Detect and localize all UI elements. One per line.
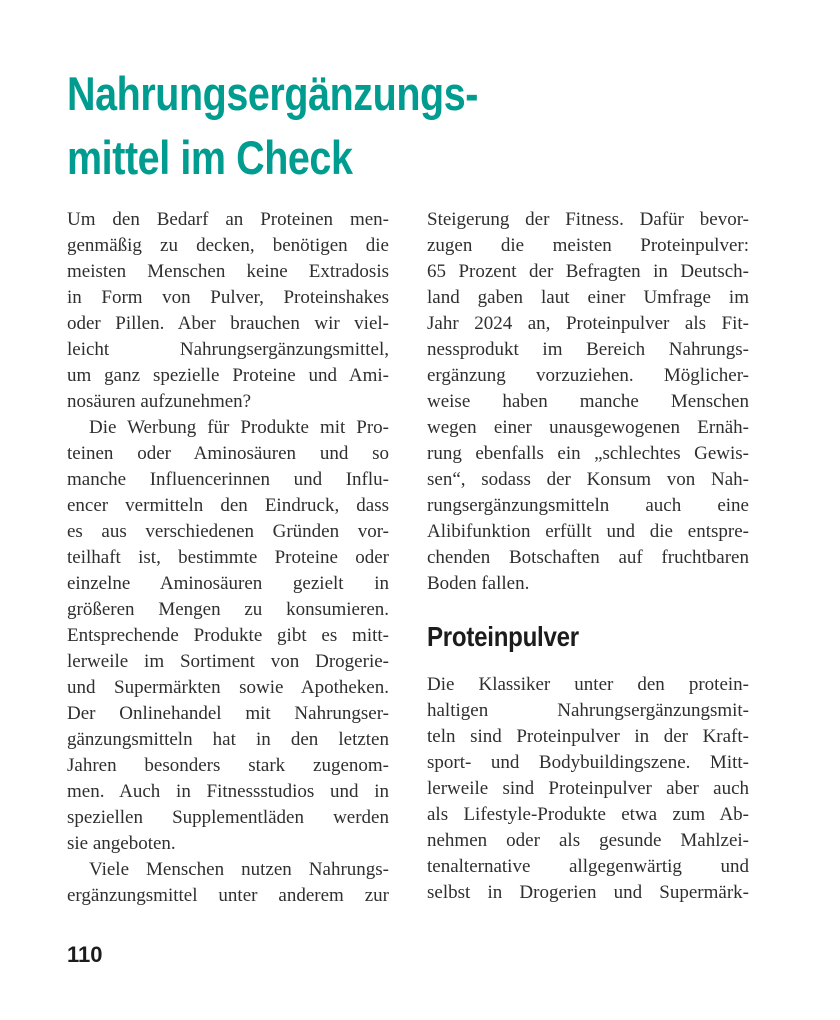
text-line: encer vermitteln den Eindruck, dass xyxy=(67,495,389,516)
paragraph xyxy=(67,415,389,857)
text-line: Viele Menschen nutzen Nahrungs- xyxy=(89,859,389,880)
page-number: 110 xyxy=(67,942,103,967)
text-line: meisten Menschen keine Extradosis xyxy=(67,261,389,282)
text-line: als Lifestyle-Produkte etwa zum Ab- xyxy=(427,804,749,825)
paragraph xyxy=(67,207,389,415)
paragraph xyxy=(67,857,389,909)
text-line: oder Pillen. Aber brauchen wir viel- xyxy=(67,313,389,334)
text-line: nosäuren aufzunehmen? xyxy=(67,391,252,412)
text-line: ergänzungsmittel unter anderem zur xyxy=(67,885,389,906)
text-line: einzelne Aminosäuren gezielt in xyxy=(67,573,389,594)
text-line: leicht Nahrungsergänzungsmittel, xyxy=(67,339,389,360)
text-line: speziellen Supplementläden werden xyxy=(67,807,389,828)
text-line: rungsergänzungsmitteln auch eine xyxy=(427,495,749,516)
text-line: nessprodukt im Bereich Nahrungs- xyxy=(427,339,749,360)
text-line: weise haben manche Menschen xyxy=(427,391,749,412)
text-line: teinen oder Aminosäuren und so xyxy=(67,443,389,464)
page-title-line: mittel im Check xyxy=(67,131,353,184)
text-line: um ganz spezielle Proteine und Ami- xyxy=(67,365,389,386)
text-line: lerweile im Sortiment von Drogerie- xyxy=(67,651,389,672)
text-line: genmäßig zu decken, benötigen die xyxy=(67,235,389,256)
left-column xyxy=(67,207,389,909)
page-title-line: Nahrungsergänzungs- xyxy=(67,67,478,120)
text-line: teln sind Proteinpulver in der Kraft- xyxy=(427,726,749,747)
text-line: chenden Botschaften auf fruchtbaren xyxy=(427,547,749,568)
text-line: nehmen oder als gesunde Mahlzei- xyxy=(427,830,749,851)
text-line: teilhaft ist, bestimmte Proteine oder xyxy=(67,547,389,568)
page-title xyxy=(67,62,556,190)
text-line: tenalternative allgegenwärtig und xyxy=(427,856,749,877)
text-line: Alibifunktion erfüllt und die entspre- xyxy=(427,521,749,542)
text-line: Entsprechende Produkte gibt es mitt- xyxy=(67,625,389,646)
text-line: men. Auch in Fitnessstudios und in xyxy=(67,781,389,802)
text-line: sie angeboten. xyxy=(67,833,176,854)
text-line: gänzungsmitteln hat in den letzten xyxy=(67,729,389,750)
text-line: Die Werbung für Produkte mit Pro- xyxy=(89,417,389,438)
text-line: Die Klassiker unter den protein- xyxy=(427,674,749,695)
text-line: selbst in Drogerien und Supermärk- xyxy=(427,882,749,903)
section-heading: Proteinpulver xyxy=(427,621,579,652)
text-line: Boden fallen. xyxy=(427,573,530,594)
text-line: land gaben laut einer Umfrage im xyxy=(427,287,749,308)
text-line: manche Influencerinnen und Influ- xyxy=(67,469,389,490)
text-line: rung ebenfalls ein „schlechtes Gewis- xyxy=(427,443,749,464)
text-line: lerweile sind Proteinpulver aber auch xyxy=(427,778,749,799)
text-line: 65 Prozent der Befragten in Deutsch- xyxy=(427,261,749,282)
paragraph xyxy=(427,672,749,906)
text-line: sport- und Bodybuildingszene. Mitt- xyxy=(427,752,749,773)
text-line: ergänzung vorzuziehen. Möglicher- xyxy=(427,365,749,386)
text-line: Steigerung der Fitness. Dafür bevor- xyxy=(427,209,749,230)
text-line: haltigen Nahrungsergänzungsmit- xyxy=(427,700,749,721)
text-line: es aus verschiedenen Gründen vor- xyxy=(67,521,389,542)
right-column xyxy=(427,207,749,909)
text-line: und Supermärkten sowie Apotheken. xyxy=(67,677,389,698)
text-line: größeren Mengen zu konsumieren. xyxy=(67,599,389,620)
text-line: sen“, sodass der Konsum von Nah- xyxy=(427,469,749,490)
text-line: Um den Bedarf an Proteinen men- xyxy=(67,209,389,230)
text-line: Der Onlinehandel mit Nahrungser- xyxy=(67,703,389,724)
text-line: zugen die meisten Proteinpulver: xyxy=(427,235,749,256)
text-line: Jahren besonders stark zugenom- xyxy=(67,755,389,776)
text-columns xyxy=(67,207,749,909)
text-line: Jahr 2024 an, Proteinpulver als Fit- xyxy=(427,313,749,334)
text-line: wegen einer unausgewogenen Ernäh- xyxy=(427,417,749,438)
paragraph xyxy=(427,207,749,597)
text-line: in Form von Pulver, Proteinshakes xyxy=(67,287,389,308)
